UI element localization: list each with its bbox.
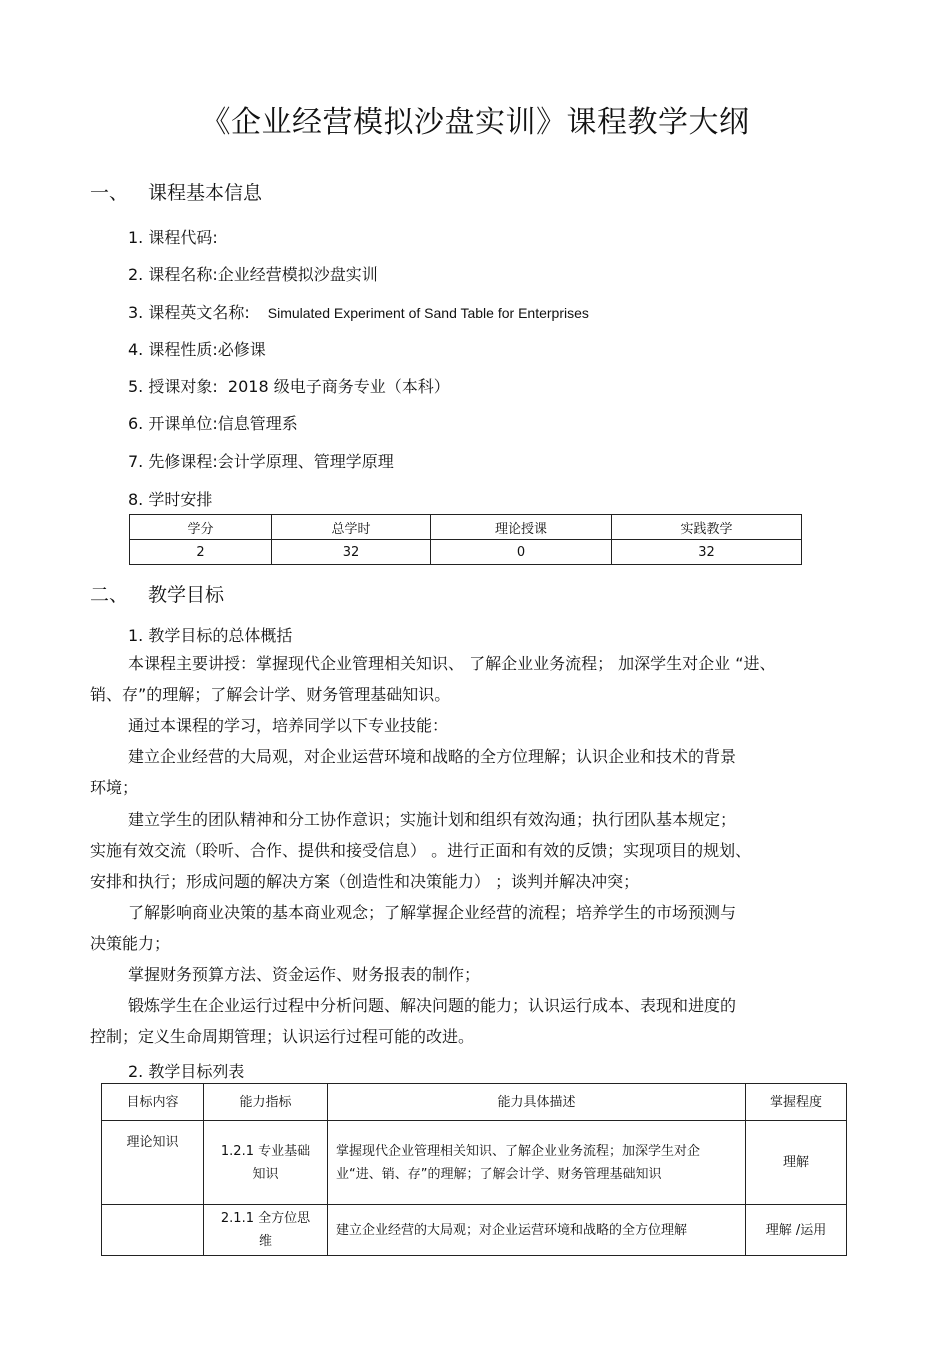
- paragraph-line: 控制；定义生命周期管理；认识运行过程可能的改进。: [90, 1027, 475, 1046]
- paragraph-line: 决策能力；: [90, 934, 171, 953]
- hours-item: [128, 487, 212, 510]
- objectives-table: [101, 1083, 847, 1256]
- item-label: 5. 授课对象:: [128, 377, 218, 396]
- table-row: [102, 1121, 847, 1205]
- table-header-cell: 总学时: [272, 515, 431, 540]
- table-cell: 2: [130, 540, 272, 565]
- table-header-cell: 理论授课: [431, 515, 612, 540]
- item-label: 8. 学时安排: [128, 490, 213, 509]
- course-department-item: [128, 411, 298, 434]
- table-header-row: [130, 515, 802, 540]
- table-cell: 2.1.1 全方位思维: [204, 1205, 328, 1256]
- table-cell: 0: [431, 540, 612, 565]
- table-cell: [102, 1205, 204, 1256]
- section-heading-basic-info: [90, 178, 262, 205]
- item-label: 2. 课程名称:: [128, 265, 218, 284]
- paragraph-line: 环境；: [90, 778, 139, 797]
- paragraph-line: 安排和执行；形成问题的解决方案（创造性和决策能力） ；谈判并解决冲突；: [90, 872, 640, 891]
- course-audience-item: [128, 374, 450, 397]
- subheading-objective-list: 2. 教学目标列表: [128, 1062, 245, 1081]
- table-cell: 理解: [746, 1121, 847, 1205]
- paragraph-line: 锻炼学生在企业运行过程中分析问题、解决问题的能力；认识运行成本、表现和进度的: [128, 996, 737, 1015]
- table-header-cell: 能力具体描述: [328, 1084, 746, 1121]
- section-heading-objectives: [90, 580, 224, 607]
- item-value: 必修课: [217, 340, 266, 359]
- section-title: 教学目标: [148, 584, 225, 606]
- paragraph-line: 销、存”的理解；了解会计学、财务管理基础知识。: [90, 685, 451, 704]
- paragraph-line: 建立学生的团队精神和分工协作意识；实施计划和组织有效沟通；执行团队基本规定；: [128, 810, 737, 829]
- paragraph-line: 本课程主要讲授：掌握现代企业管理相关知识、 了解企业业务流程； 加深学生对企业 “进、: [128, 654, 776, 673]
- table-row: [102, 1205, 847, 1256]
- item-label: 4. 课程性质:: [128, 340, 218, 359]
- paragraph-line: 掌握财务预算方法、资金运作、财务报表的制作；: [128, 965, 481, 984]
- table-cell: 掌握现代企业管理相关知识、了解企业业务流程；加深学生对企业“进、销、存”的理解；了解会计学、财务管理基础知识: [328, 1121, 746, 1205]
- item-label: 6. 开课单位:: [128, 414, 218, 433]
- table-cell: 32: [612, 540, 802, 565]
- subheading-overview: 1. 教学目标的总体概括: [128, 626, 293, 645]
- table-header-cell: 目标内容: [102, 1084, 204, 1121]
- section-title: 课程基本信息: [148, 182, 263, 204]
- table-header-cell: 实践教学: [612, 515, 802, 540]
- item-value: 信息管理系: [217, 414, 298, 433]
- item-value: 会计学原理、管理学原理: [217, 452, 394, 471]
- table-header-cell: 掌握程度: [746, 1084, 847, 1121]
- table-cell: 建立企业经营的大局观；对企业运营环境和战略的全方位理解: [328, 1205, 746, 1256]
- table-cell: 1.2.1 专业基础知识: [204, 1121, 328, 1205]
- table-row: [130, 540, 802, 565]
- table-cell: 理解 /运用: [746, 1205, 847, 1256]
- item-value: 2018 级电子商务专业（本科）: [227, 377, 450, 396]
- table-header-cell: 学分: [130, 515, 272, 540]
- table-cell: 理论知识: [102, 1121, 204, 1205]
- course-english-name-item: [128, 300, 589, 323]
- table-cell: 32: [272, 540, 431, 565]
- section-number: 一、: [90, 182, 129, 204]
- course-name-item: [128, 262, 378, 285]
- paragraph-line: 了解影响商业决策的基本商业观念；了解掌握企业经营的流程；培养学生的市场预测与: [128, 903, 737, 922]
- paragraph-line: 建立企业经营的大局观，对企业运营环境和战略的全方位理解；认识企业和技术的背景: [128, 747, 737, 766]
- item-value: Simulated Experiment of Sand Table for Enterprises: [267, 305, 589, 321]
- paragraph-line: 实施有效交流（聆听、合作、提供和接受信息） 。进行正面和有效的反馈；实现项目的规划、: [90, 841, 752, 860]
- item-label: 3. 课程英文名称:: [128, 303, 250, 322]
- item-value: 企业经营模拟沙盘实训: [217, 265, 378, 284]
- course-nature-item: [128, 337, 266, 360]
- table-header-row: [102, 1084, 847, 1121]
- document-title: 《企业经营模拟沙盘实训》课程教学大纲: [200, 105, 750, 140]
- section-number: 二、: [90, 584, 129, 606]
- course-code-item: [128, 225, 218, 248]
- prerequisite-item: [128, 449, 394, 472]
- item-label: 1. 课程代码:: [128, 228, 218, 247]
- table-header-cell: 能力指标: [204, 1084, 328, 1121]
- paragraph-line: 通过本课程的学习，培养同学以下专业技能：: [128, 716, 449, 735]
- item-label: 7. 先修课程:: [128, 452, 218, 471]
- hours-table: [129, 514, 802, 565]
